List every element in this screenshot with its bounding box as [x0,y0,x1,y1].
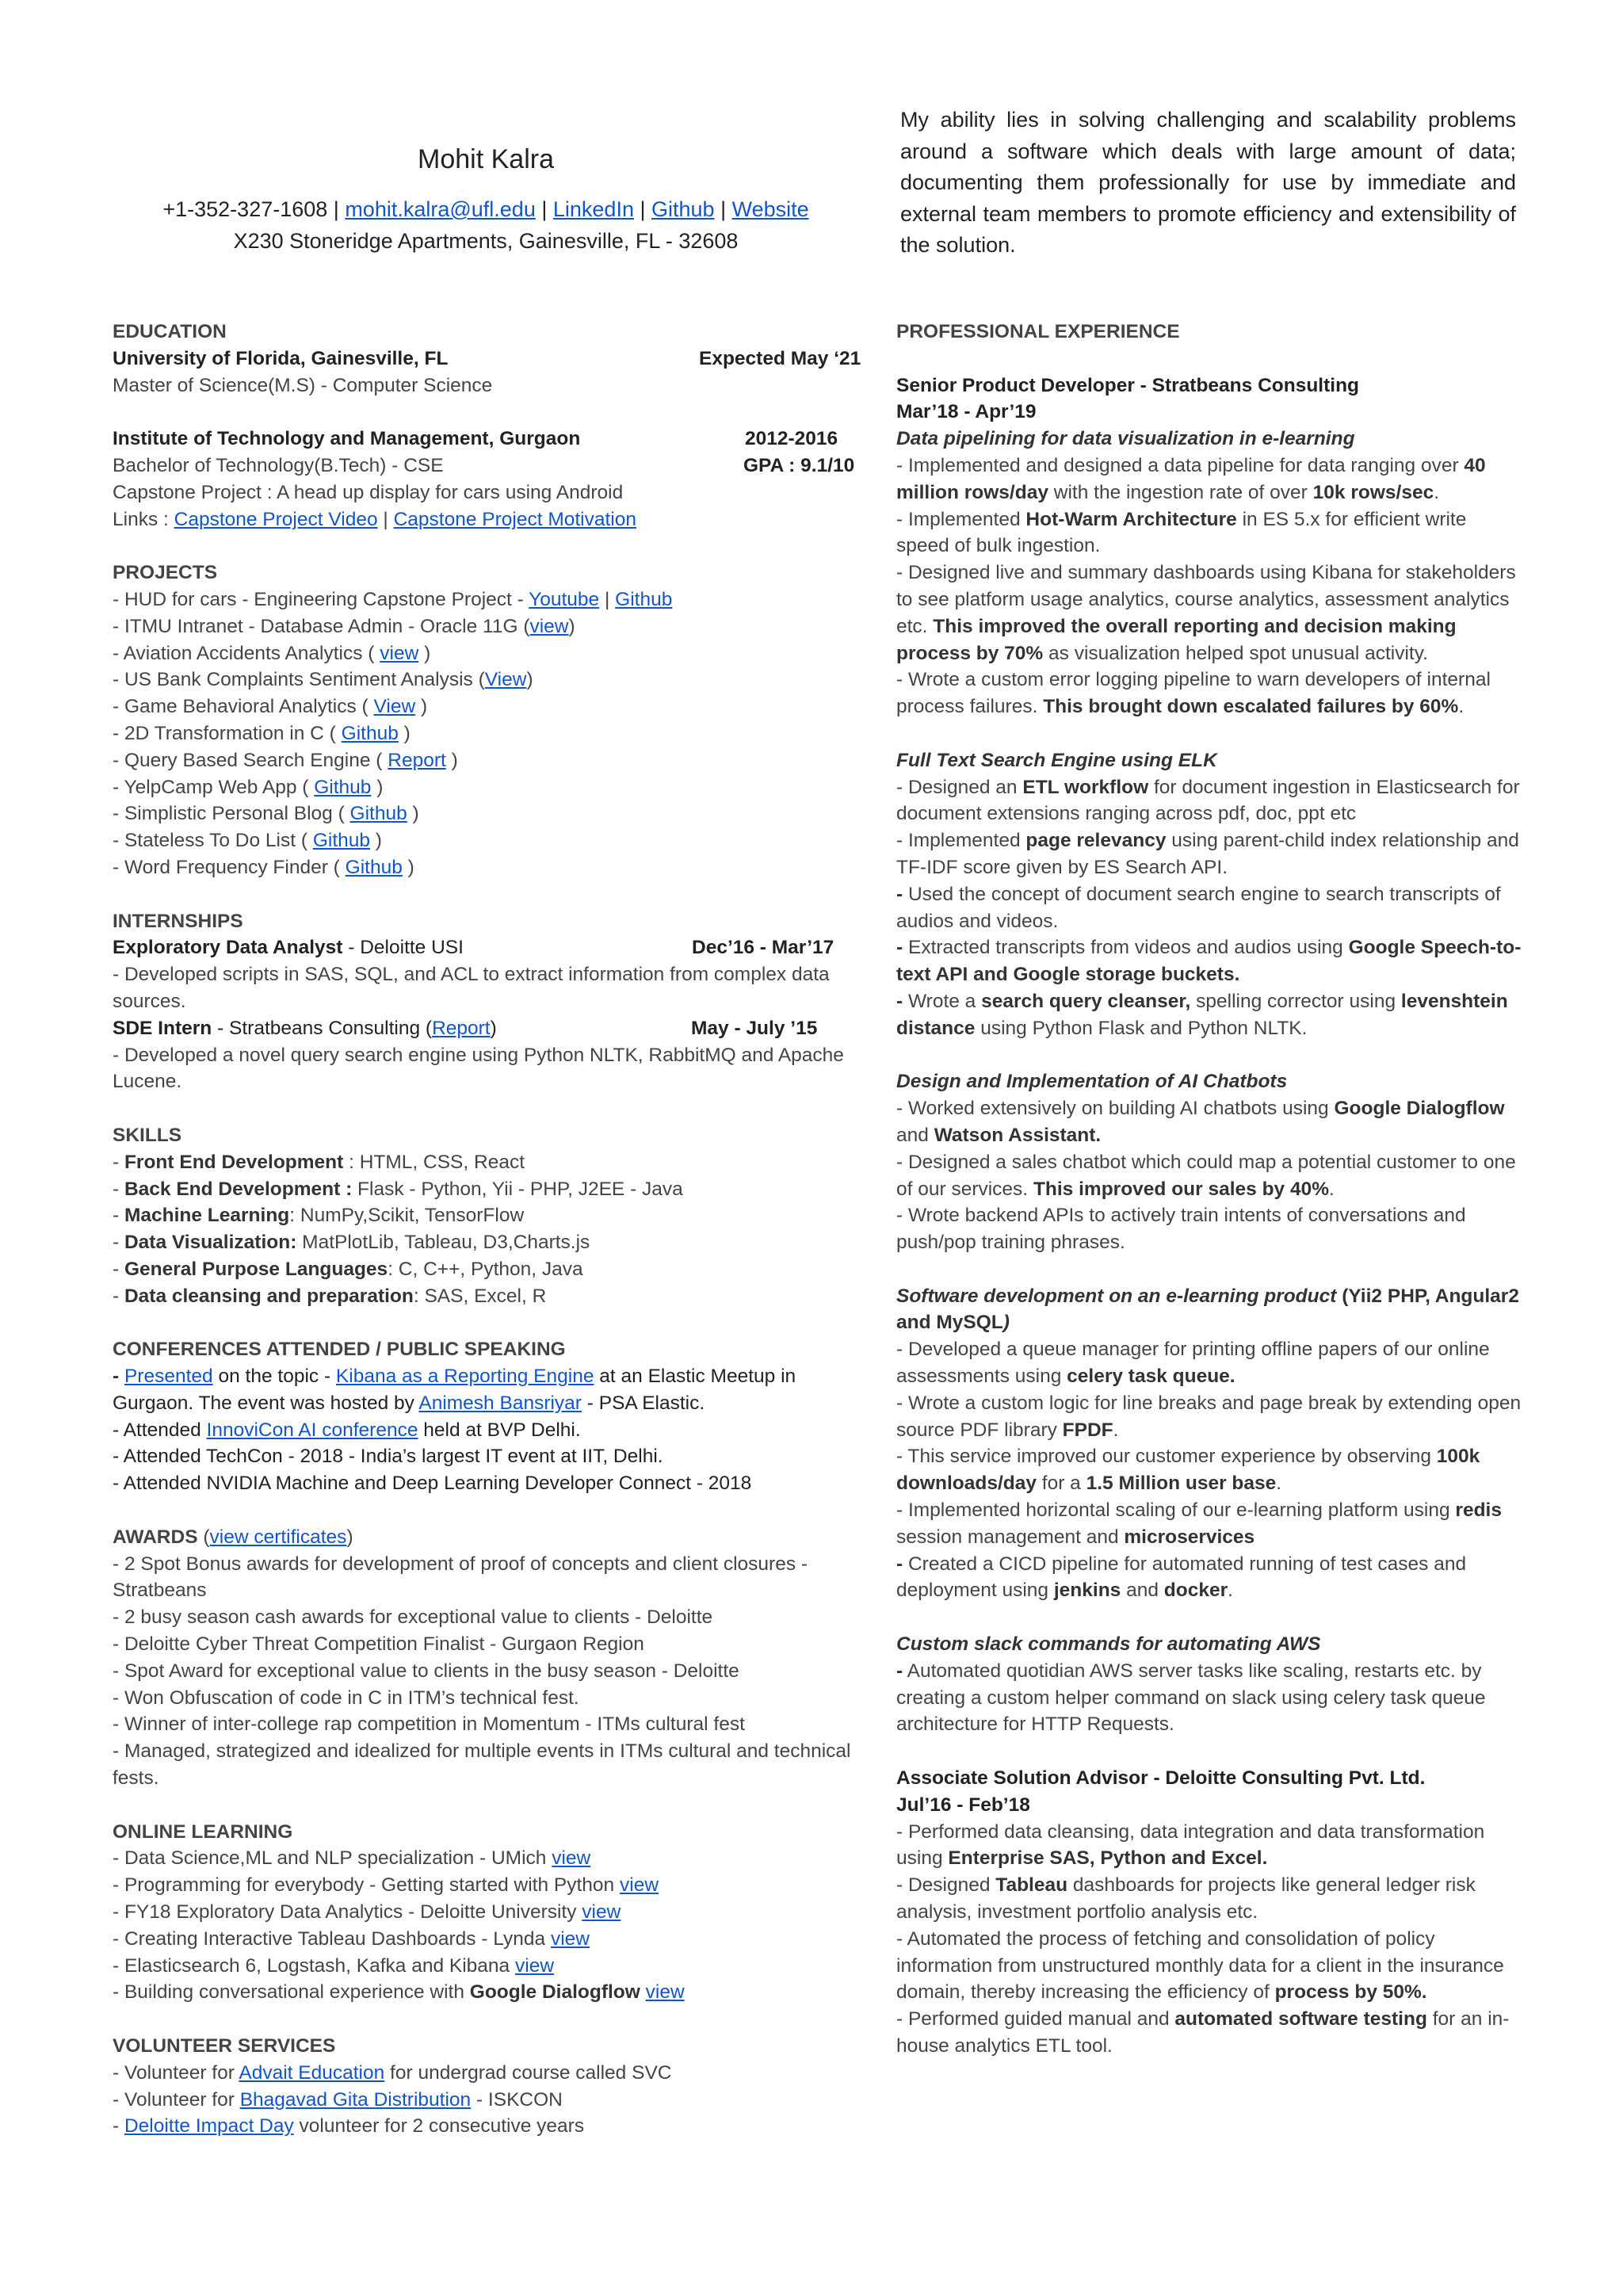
list-item: - Game Behavioral Analytics ( View ) [113,696,428,718]
experience-heading: PROFESSIONAL EXPERIENCE [896,321,1180,342]
list-item: - Attended TechCon - 2018 - India’s largest IT event at IIT, Delhi. [113,1446,663,1468]
list-item: - Performed data cleansing, data integration and data transformation using Enterprise SAS, Python and Excel. [896,1820,1485,1870]
volunteer-heading: VOLUNTEER SERVICES [113,2035,336,2057]
list-item: - Won Obfuscation of code in C in ITM’s technical fest. [113,1687,579,1709]
education-itm: Institute of Technology and Management, Gurgaon 2012-2016 [113,426,862,453]
list-item: - Back End Development : Flask - Python, Yii - PHP, J2EE - Java [113,1178,683,1200]
list-item: - Volunteer for Advait Education for undergrad course called SVC [113,2061,672,2084]
list-item: - 2 Spot Bonus awards for development of proof of concepts and client closures - Stratbeans [113,1553,808,1602]
list-item: - Deloitte Cyber Threat Competition Finalist - Gurgaon Region [113,1633,644,1656]
list-item: - General Purpose Languages: C, C++, Python, Java [113,1258,583,1280]
email-link[interactable]: mohit.kalra@ufl.edu [345,197,536,221]
list-item: - Designed live and summary dashboards using Kibana for stakeholders to see platform usage analytics, course analytics, assessment analytics etc. This improved the overall reporting and decision making process by 70% as visualization helped spot unusual activity. [896,562,1516,664]
project-title: Design and Implementation of AI Chatbots [896,1071,1288,1093]
list-item: - Wrote a custom logic for line breaks and page break by extending open source PDF library FPDF. [896,1392,1522,1441]
list-item: - Attended InnoviCon AI conference held at BVP Delhi. [113,1419,581,1441]
capstone-motivation-link[interactable]: Capstone Project Motivation [393,508,636,530]
linkedin-link[interactable]: LinkedIn [552,197,634,221]
project-title: Custom slack commands for automating AWS [896,1633,1321,1656]
list-item: - Performed guided manual and automated software testing for an in-house analytics ETL tool. [896,2008,1510,2057]
list-item: - Simplistic Personal Blog ( Github ) [113,803,419,825]
list-item: - Programming for everybody - Getting started with Python view [113,1874,659,1897]
website-link[interactable]: Website [731,197,809,221]
project-title: Full Text Search Engine using ELK [896,749,1217,771]
project-title: Data pipelining for data visualization in e-learning [896,428,1355,450]
education-ufl: University of Florida, Gainesville, FL Expected May ‘21 [113,346,862,372]
list-item: - Automated quotidian AWS server tasks like scaling, restarts etc. by creating a custom helper command on slack using celery task queue architecture for HTTP Requests. [896,1660,1486,1736]
candidate-name: Mohit Kalra [418,144,554,174]
list-item: - Deloitte Impact Day volunteer for 2 consecutive years [113,2115,585,2137]
capstone-video-link[interactable]: Capstone Project Video [174,508,378,530]
phone-number: +1-352-327-1608 [162,197,328,221]
list-item: - This service improved our customer experience by observing 100k downloads/day for a 1.5 Million user base. [896,1446,1480,1495]
online-learning-heading: ONLINE LEARNING [113,1820,293,1843]
list-item: - Implemented and designed a data pipeline for data ranging over 40 million rows/day with the ingestion rate of over 10k rows/sec. [896,454,1486,503]
address: X230 Stoneridge Apartments, Gainesville, FL - 32608 [233,229,739,253]
list-item: - Volunteer for Bhagavad Gita Distribution - ISKCON [113,2088,563,2111]
list-item: - Created a CICD pipeline for automated running of test cases and deployment using jenkins and docker. [896,1553,1467,1602]
list-item: - 2 busy season cash awards for exceptional value to clients - Deloitte [113,1606,713,1629]
left-column: EDUCATION University of Florida, Gainesville, FL Expected May ‘21 Master of Science(M.S) - Computer Science Institute of Technology and Management, Gurgaon 2012-2016 Bachelor of Technology(B.Tech) - CSE GPA : 9.1/10 Capstone Project : A head up display for cars using Android Links : Capstone Project Video | Capstone Project Motivation PROJECTS - HUD for cars - Engineering Capstone Project - Youtube | Github - ITMU Intranet - Database Admin - Oracle 11G (view) - Aviation Accidents Analytics ( view ) - US Bank Complaints Sentiment Analysis (View) - Game Behavioral Analytics ( View ) - 2D Transformation in C ( Github ) - Query Based Search Engine ( Report ) - YelpCamp Web App ( Github ) - Simplistic Personal Blog ( Github ) - Stateless To Do List ( Github ) - Word Frequency Finder ( Github ) INTERNSHIPS Exploratory Data Analyst - Deloitte USI Dec’16 - Mar’17 - Developed scripts in SAS, SQL, and ACL to extract information from complex data sources. SDE Intern - Stratbeans Consulting (Report) May - July ’15 - Developed a novel query search engine using Python NLTK, RabbitMQ and Apache Lucene. SKILLS - Front End Development : HTML, CSS, React - Back End Development : Flask - Python, Yii - PHP, J2EE - Java - Machine Learning: NumPy,Scikit, TensorFlow - Data Visualization: MatPlotLib, Tableau, D3,Charts.js - General Purpose Languages: C, C++, Python, Java - Data cleansing and preparation: SAS, Excel, R CONFERENCES ATTENDED / PUBLIC SPEAKING - Presented on the topic - Kibana as a Reporting Engine at an Elastic Meetup in Gurgaon. The event was hosted by Animesh Bansriyar - PSA Elastic. - Attended InnoviCon AI conference held at BVP Delhi. - Attended TechCon - 2018 - India’s largest IT event at IIT, Delhi. - Attended NVIDIA Machine and Deep Learning Developer Connect - 2018 AWARDS (view certificates) - 2 Spot Bonus awards for development of proof of concepts and client closures - Stratbeans - 2 busy season cash awards for exceptional value to clients - Deloitte - Deloitte Cyber Threat Competition Finalist - Gurgaon Region - Spot Award for exceptional value to clients in the busy season - Deloitte - Won Obfuscation of code in C in ITM’s technical fest. - Winner of inter-college rap competition in Momentum - ITMs cultural fest - Managed, strategized and idealized for multiple events in ITMs cultural and technical fests. ONLINE LEARNING - Data Science,ML and NLP specialization - UMich view - Programming for everybody - Getting started with Python view - FY18 Exploratory Data Analytics - Deloitte University view - Creating Interactive Tableau Dashboards - Lynda view - Elasticsearch 6, Logstash, Kafka and Kibana view - Building conversational experience with Google Dialogflow view VOLUNTEER SERVICES - Volunteer for Advait Education for undergrad course called SVC - Volunteer for Bhagavad Gita Distribution - ISKCON - Deloitte Impact Day volunteer for 2 consecutive years [113,319,862,2140]
list-item: - Wrote a search query cleanser, spelling corrector using levenshtein distance using Python Flask and Python NLTK. [896,990,1508,1039]
list-item: - Designed Tableau dashboards for projects like general ledger risk analysis, investment portfolio analysis etc. [896,1874,1476,1924]
list-item: - Winner of inter-college rap competition in Momentum - ITMs cultural fest [113,1713,745,1736]
resume-header [113,141,859,257]
list-item: - Designed an ETL workflow for document ingestion in Elasticsearch for document extensions ranging across pdf, doc, ppt etc [896,776,1520,825]
list-item: - Extracted transcripts from videos and audios using Google Speech-to-text API and Google storage buckets. [896,937,1522,986]
projects-heading: PROJECTS [113,562,218,584]
list-item: - FY18 Exploratory Data Analytics - Deloitte University view [113,1901,621,1924]
skills-heading: SKILLS [113,1124,182,1146]
list-item: - Creating Interactive Tableau Dashboards - Lynda view [113,1927,590,1950]
conferences-heading: CONFERENCES ATTENDED / PUBLIC SPEAKING [113,1339,566,1361]
list-item: - Implemented horizontal scaling of our e-learning platform using redis session management and microservices [896,1499,1502,1548]
list-item: - 2D Transformation in C ( Github ) [113,722,411,744]
list-item: - Wrote backend APIs to actively train intents of conversations and push/pop training phrases. [896,1205,1466,1254]
list-item: - Presented on the topic - Kibana as a Reporting Engine at an Elastic Meetup in Gurgaon. The event was hosted by Animesh Bansriyar - PSA Elastic. [113,1366,796,1414]
summary-paragraph: My ability lies in solving challenging and scalability problems around a software which deals with large amount of data; documenting them professionally for use by immediate and external team members to promote efficiency and extensibility of the solution. [900,108,1516,257]
list-item: - US Bank Complaints Sentiment Analysis (View) [113,669,533,691]
list-item: - Developed a queue manager for printing offline papers of our online assessments using celery task queue. [896,1339,1490,1388]
list-item: - Front End Development : HTML, CSS, React [113,1151,525,1173]
list-item: - Word Frequency Finder ( Github ) [113,856,414,878]
internships-heading: INTERNSHIPS [113,910,243,932]
list-item: - Machine Learning: NumPy,Scikit, TensorFlow [113,1205,525,1227]
awards-heading: AWARDS (view certificates) [113,1526,353,1548]
job-title: Associate Solution Advisor - Deloitte Consulting Pvt. Ltd. [896,1767,1426,1790]
view-certificates-link[interactable]: view certificates [209,1526,347,1548]
list-item: - Implemented page relevancy using parent-child index relationship and TF-IDF score given by ES Search API. [896,830,1519,878]
contact-line: +1-352-327-1608 | mohit.kalra@ufl.edu | LinkedIn | Github | Website [162,197,809,221]
github-link[interactable]: Github [651,197,715,221]
list-item: - Building conversational experience with Google Dialogflow view [113,1981,685,2004]
list-item: - Data Visualization: MatPlotLib, Tableau, D3,Charts.js [113,1232,590,1254]
itm-date: 2012-2016 [745,428,838,450]
list-item: - Wrote a custom error logging pipeline to warn developers of internal process failures. This brought down escalated failures by 60%. [896,669,1491,718]
list-item: - Spot Award for exceptional value to clients in the busy season - Deloitte [113,1660,739,1682]
list-item: - Elasticsearch 6, Logstash, Kafka and Kibana view [113,1954,555,1977]
list-item: - Managed, strategized and idealized for multiple events in ITMs cultural and technical fests. [113,1740,851,1790]
list-item: - Stateless To Do List ( Github ) [113,830,382,852]
list-item: - Implemented Hot-Warm Architecture in ES 5.x for efficient write speed of bulk ingestion. [896,508,1467,557]
right-column [896,319,1522,2060]
job-title: Senior Product Developer - Stratbeans Consulting [896,374,1360,396]
job-dates: Mar’18 - Apr’19 [896,401,1037,423]
education-heading: EDUCATION [113,321,227,342]
job-dates: Jul’16 - Feb’18 [896,1794,1030,1816]
list-item: - HUD for cars - Engineering Capstone Project - Youtube | Github [113,588,673,610]
list-item: - Used the concept of document search engine to search transcripts of audios and videos. [896,883,1501,932]
gpa: GPA : 9.1/10 [743,454,855,476]
list-item: - Query Based Search Engine ( Report ) [113,749,458,771]
list-item: - Attended NVIDIA Machine and Deep Learning Developer Connect - 2018 [113,1473,752,1495]
list-item: - Aviation Accidents Analytics ( view ) [113,642,431,664]
list-item: - ITMU Intranet - Database Admin - Oracle 11G (view) [113,615,575,637]
ufl-date: Expected May ‘21 [699,347,861,369]
project-title: Software development on an e-learning product (Yii2 PHP, Angular2 and MySQL) [896,1285,1519,1334]
list-item: - Worked extensively on building AI chatbots using Google Dialogflow and Watson Assistant. [896,1098,1505,1146]
list-item: - YelpCamp Web App ( Github ) [113,776,384,798]
list-item: - Data cleansing and preparation: SAS, Excel, R [113,1285,547,1307]
list-item: - Designed a sales chatbot which could map a potential customer to one of our services. This improved our sales by 40%. [896,1151,1516,1200]
list-item: - Data Science,ML and NLP specialization - UMich view [113,1847,591,1870]
list-item: - Automated the process of fetching and consolidation of policy information from unstructured monthly data for a client in the insurance domain, thereby increasing the efficiency of process by 50%. [896,1927,1504,2004]
